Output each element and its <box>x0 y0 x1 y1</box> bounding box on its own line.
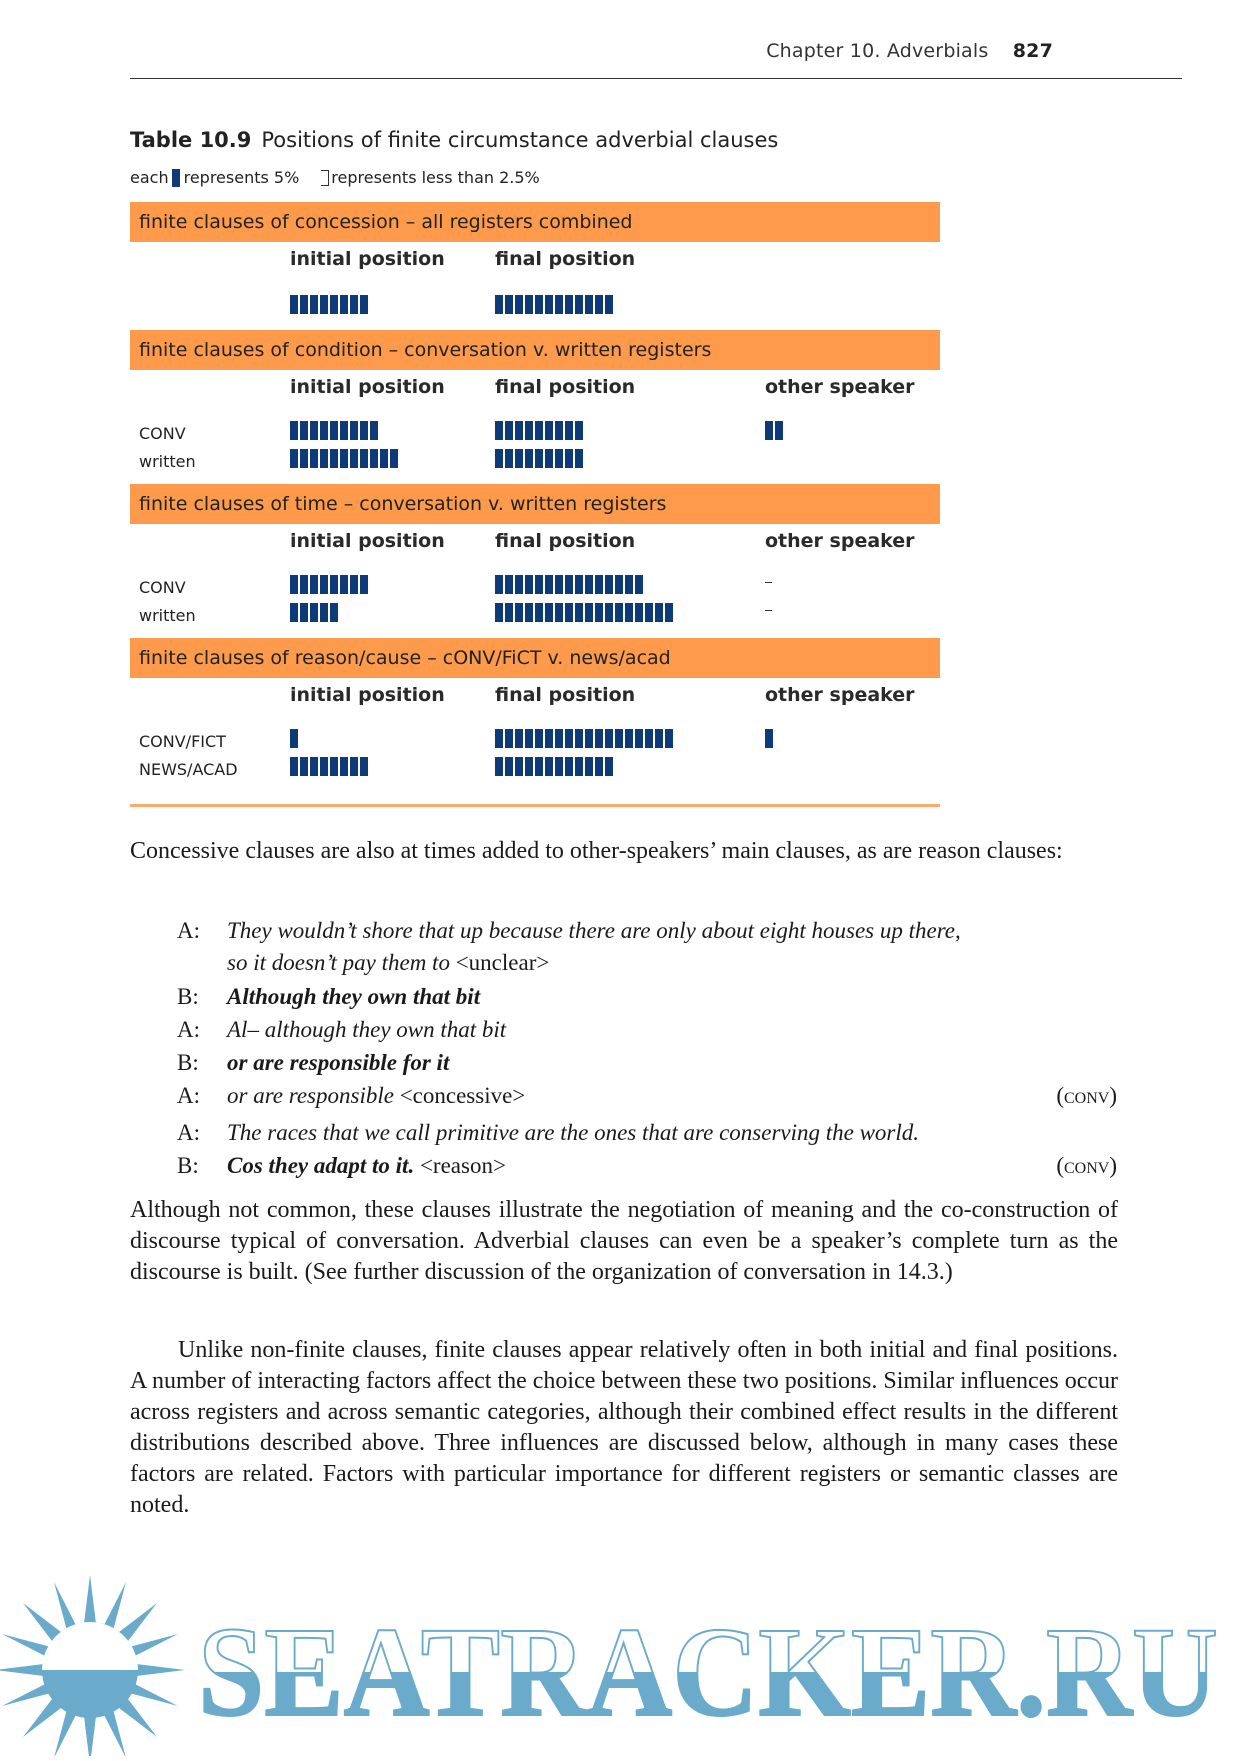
utterance <box>227 918 961 944</box>
bar-initial <box>290 421 378 440</box>
position-table <box>130 202 940 807</box>
table-section <box>130 202 940 330</box>
register-label: (conv) <box>1056 1153 1117 1178</box>
utterance-text: Al– although they own that bit <box>227 1017 507 1042</box>
bar-final <box>495 295 613 314</box>
paragraph-1: Concessive clauses are also at times added to other-speakers’ main clauses, as are reason clauses: <box>130 838 1063 864</box>
speaker-label: A: <box>177 1017 200 1042</box>
less-than-mark <box>765 600 772 611</box>
bar-final <box>495 575 643 594</box>
column-header: initial position <box>290 530 445 552</box>
table-row <box>130 446 940 474</box>
column-header: final position <box>495 530 636 552</box>
bar-final <box>495 421 583 440</box>
column-header: other speaker <box>765 530 915 552</box>
column-header: other speaker <box>765 376 915 398</box>
row-label: CONV/FICT <box>139 732 226 751</box>
header-rule <box>130 78 1182 79</box>
section-heading: finite clauses of condition – conversation v. written registers <box>130 330 940 370</box>
column-headers <box>130 678 940 718</box>
annotation-tag: <unclear> <box>455 950 550 975</box>
bar-initial <box>290 757 368 776</box>
table-section <box>130 330 940 484</box>
column-headers <box>130 524 940 564</box>
utterance <box>227 1083 525 1109</box>
less-than-mark <box>765 572 772 583</box>
column-header: final position <box>495 248 636 270</box>
bar-final <box>495 603 673 622</box>
utterance <box>227 1017 506 1043</box>
bar-other <box>765 421 783 440</box>
register-label: (conv) <box>1056 1083 1117 1108</box>
speaker-label: B: <box>177 1153 199 1178</box>
table-row <box>130 292 940 320</box>
bar-initial <box>290 603 338 622</box>
speaker-label: A: <box>177 918 200 943</box>
table-row <box>130 600 940 628</box>
table-bottom-rule <box>130 804 940 807</box>
row-label: CONV <box>139 578 186 597</box>
annotation-tag: <reason> <box>419 1153 506 1178</box>
table-legend <box>130 168 540 187</box>
utterance-text: so it doesn’t pay them to <box>227 950 450 975</box>
section-heading: finite clauses of time – conversation v. written registers <box>130 484 940 524</box>
utterance <box>227 950 549 976</box>
row-label: written <box>139 452 196 471</box>
column-header: final position <box>495 684 636 706</box>
row-label: written <box>139 606 196 625</box>
utterance <box>227 1153 506 1179</box>
legend-small-unit: represents less than 2.5% <box>331 168 540 187</box>
table-row <box>130 418 940 446</box>
small-mark-icon <box>321 170 329 186</box>
speaker-label: B: <box>177 984 199 1009</box>
chapter-title: Chapter 10. Adverbials <box>766 40 989 62</box>
column-header: initial position <box>290 248 445 270</box>
paragraph-2: Although not common, these clauses illustrate the negotiation of meaning and the co-construction of discourse typical of conversation. Adverbial clauses can even be a speaker’s complete turn as the discourse is built. (See further discussion of the organization of conversation in 14.3.) <box>130 1197 1118 1285</box>
column-header: other speaker <box>765 684 915 706</box>
utterance-text: or are responsible <box>227 1083 394 1108</box>
table-section <box>130 484 940 638</box>
page-number: 827 <box>1012 40 1053 62</box>
utterance <box>227 1120 919 1146</box>
annotation-tag: <concessive> <box>399 1083 526 1108</box>
table-label: Table 10.9 <box>130 128 252 152</box>
utterance-text: Cos they adapt to it. <box>227 1153 415 1178</box>
utterance <box>227 1050 449 1076</box>
bar-initial <box>290 295 368 314</box>
utterance <box>227 984 480 1010</box>
row-label: CONV <box>139 424 186 443</box>
bar-initial <box>290 729 298 748</box>
table-section <box>130 638 940 792</box>
bar-other <box>765 729 773 748</box>
speaker-label: A: <box>177 1120 200 1145</box>
legend-full-unit: represents 5% <box>183 168 300 187</box>
bar-final <box>495 757 613 776</box>
table-row <box>130 754 940 782</box>
bar-final <box>495 449 583 468</box>
section-heading: finite clauses of concession – all registers combined <box>130 202 940 242</box>
column-header: final position <box>495 376 636 398</box>
full-block-icon <box>172 169 180 187</box>
utterance-text: Although they own that bit <box>227 984 481 1009</box>
utterance-text: or are responsible for it <box>227 1050 450 1075</box>
legend-prefix: each <box>130 168 169 187</box>
row-label: NEWS/ACAD <box>139 760 238 779</box>
watermark-text: SEATRACKER.RU <box>198 1601 1218 1743</box>
running-head <box>766 40 1053 62</box>
bar-final <box>495 729 673 748</box>
table-title <box>130 128 778 152</box>
bar-initial <box>290 575 368 594</box>
sun-icon <box>0 1560 1245 1756</box>
paragraph-3: Unlike non-finite clauses, finite clauses appear relatively often in both initial and final positions. A number of interacting factors affect the choice between these two positions. Similar influences occur across registers and across semantic categories, although their combined effect results in the different distributions described above. Three influences are discussed below, although in many cases these factors are related. Factors with particular importance for different registers or semantic classes are noted. <box>130 1337 1118 1518</box>
column-header: initial position <box>290 684 445 706</box>
column-header: initial position <box>290 376 445 398</box>
table-row <box>130 572 940 600</box>
table-row <box>130 726 940 754</box>
utterance-text: They wouldn’t shore that up because there are only about eight houses up there, <box>227 918 961 943</box>
section-heading: finite clauses of reason/cause – cONV/FiCT v. news/acad <box>130 638 940 678</box>
watermark <box>0 1560 1245 1756</box>
column-headers <box>130 242 940 282</box>
speaker-label: B: <box>177 1050 199 1075</box>
speaker-label: A: <box>177 1083 200 1108</box>
table-caption: Positions of finite circumstance adverbial clauses <box>261 128 779 152</box>
column-headers <box>130 370 940 410</box>
bar-initial <box>290 449 398 468</box>
utterance-text: The races that we call primitive are the ones that are conserving the world. <box>227 1120 920 1145</box>
